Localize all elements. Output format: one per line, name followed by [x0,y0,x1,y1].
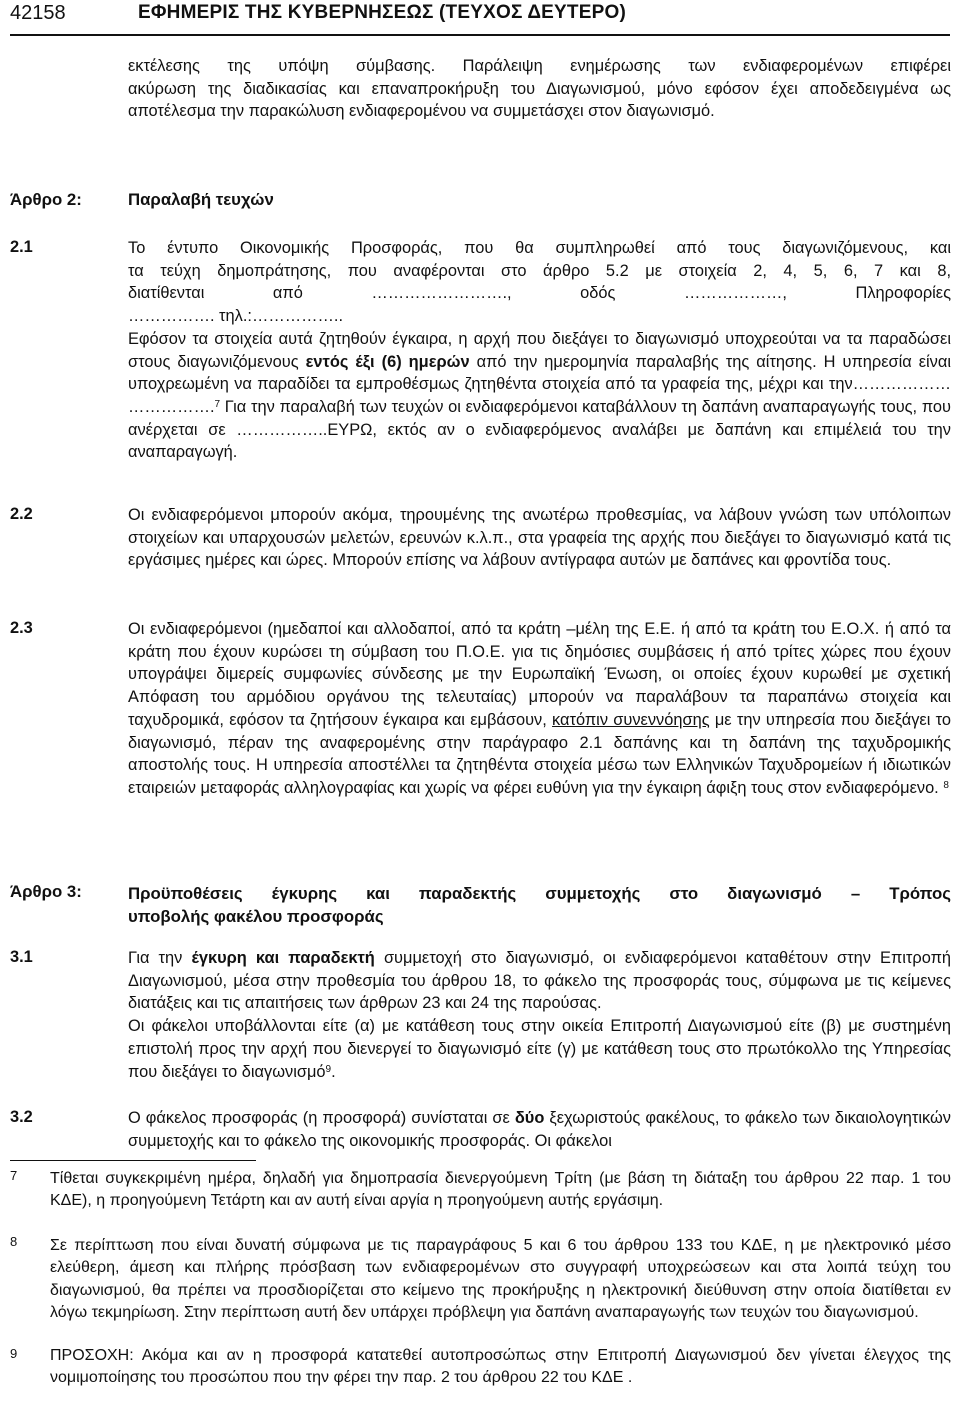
footnote-7: Τίθεται συγκεκριμένη ημέρα, δηλαδή για δημοπρασία διενεργούμενη Τρίτη (με βάση τη διάταξη του άρθρου 22 παρ. 1 του ΚΔΕ), η προηγούμενη Τετάρτη και αν αυτή είναι αργία η προηγούμενη αυτής εργάσιμη. [50,1170,951,1210]
s21-line-2: τα τεύχη δημοπράτησης, που αναφέρονται στο άρθρο 5.2 με στοιχεία 2, 4, 5, 6, 7 και 8, [128,261,951,280]
intro-rest: ακύρωση της διαδικασίας και επαναπροκήρυξη του Διαγωνισμού, μόνο εφόσον έχει αποδεδειγμένα ως αποτέλεσμα την παρακώλυση ενδιαφερομένου να συμμετάσχει στον διαγωνισμό. [128,79,951,121]
s21-p2-text-d: Για την παραλαβή των τευχών οι ενδιαφερόμενοι καταβάλλουν τη δαπάνη αναπαραγωγής τους, που ανέρχεται σε ……………..ΕΥΡΩ, εκτός αν ο ενδιαφερόμενος αναλάβει με δαπάνη και επιμέλειά του την αναπαραγωγή. [128,397,951,462]
s31-p2-end: . [331,1062,336,1081]
article-3-label: Άρθρο 3: [10,882,82,901]
footnote-ref-9[interactable]: 9 [325,1063,332,1075]
s21-paragraph-2 [128,328,951,464]
s23-text-a: Οι ενδιαφερόμενοι (ημεδαποί και αλλοδαποί, από τα κράτη –μέλη της Ε.Ε. ή από τα κράτη του Ε.Ο.Χ. ή από τα κράτη που έχουν κυρώσει τη σύμβαση του Π.Ο.Ε. για τις δημόσιες συμβάσεις ή από τρίτες χώρες που έχουν υπογράψει διμερείς συμφωνίες σύνδεσης με την Ευρωπαϊκή Ένωση, οι οποίες έχουν κυρωθεί με σχετική Απόφαση του αρμόδιου οργάνου της τελευταίας) μπορούν να παραλάβουν τα παραπάνω στοιχεία και ταχυδρομικά, εφόσον τα ζητήσουν έγκαιρα και εμβάσουν, [128,620,951,729]
s23-text [128,618,951,800]
header-rule [10,34,950,36]
section-2-1 [128,237,951,464]
article-2-title: Παραλαβή τευχών [128,190,274,209]
intro-paragraph [128,55,951,123]
s31-p2-text: Οι φάκελοι υποβάλλονται είτε (α) με κατάθεση τους στην οικεία Επιτροπή Διαγωνισμού είτε (β) με συστημένη επιστολή προς την αρχή που διενεργεί το διαγωνισμό είτε (γ) με κατάθεση τους στο πρωτόκολλο της Υπηρεσίας που διεξάγει το διαγωνισμό [128,1017,951,1081]
s32-bold: δύο [514,1109,545,1127]
section-3-2-number: 3.2 [10,1108,33,1126]
s32-text [128,1107,951,1152]
s32-text-b: ξεχωριστούς φακέλους, το φάκελο των δικαιολογητικών συμμετοχής και το φάκελο της οικονομικής προσφοράς. Οι φάκελοι [128,1109,951,1150]
section-2-1-number: 2.1 [10,238,33,256]
footnote-separator [10,1160,256,1161]
section-2-3 [128,618,951,800]
s21-line-3: διατίθενται από ……………………., οδός ………………, Πληροφορίες [128,284,951,303]
s21-p2-dots: ……………. [128,397,215,416]
s22-text: Οι ενδιαφερόμενοι μπορούν ακόμα, τηρουμένης της ανωτέρω προθεσμίας, να λάβουν γνώση των υπόλοιπων στοιχείων και υπαρχουσών μελετών, ερευνών κ.λ.π., στα γραφεία της αρχής που διεξάγει το διαγωνισμό κατά τις εργάσιμες ημέρες και ώρες. Μπορούν επίσης να λάβουν αντίγραφα αυτών με δαπάνες και φροντίδα τους. [128,506,951,570]
s21-line-4: ……………. τηλ.:…………….. [128,307,344,326]
footnote-ref-8[interactable]: 8 [943,779,949,791]
article-2-label: Άρθρο 2: [10,190,82,209]
section-2-3-number: 2.3 [10,619,33,637]
s21-p2-text-b: από την ημερομηνία παραλαβής της αίτησης. Η υπηρεσία είναι υποχρεωμένη να παραδίδει τα εμπροθέσμως ζητηθέντα στοιχεία από τα γραφεία της, μέχρι και την……………… [128,352,951,394]
section-3-2 [128,1107,951,1152]
s31-text-a: Για την [128,949,192,967]
s21-p2-deadline: εντός έξι (6) ημερών [305,352,470,371]
article-3-title-line-2: υποβολής φακέλου προσφοράς [128,907,384,926]
section-2-2 [128,504,951,572]
s23-underlined: κατόπιν συνεννόησης [552,710,710,729]
section-2-2-number: 2.2 [10,505,33,523]
intro-line-1: εκτέλεσης της υπόψη σύμβασης. Παράλειψη ενημέρωσης των ενδιαφερομένων επιφέρει [128,57,951,75]
footnote-9: ΠΡΟΣΟΧΗ: Ακόμα και αν η προσφορά κατατεθεί αυτοπροσώπως στην Επιτροπή Διαγωνισμού δεν γίνεται έλεγχος της νομιμοποίησης του προσώπου που την φέρει την παρ. 2 του άρθρου 22 του ΚΔΕ . [50,1347,951,1387]
footnote-8: Σε περίπτωση που είναι δυνατή σύμφωνα με τις παραγράφους 5 και 6 του άρθρου 133 του ΚΔΕ, η με ηλεκτρονικό μέσο ελεύθερη, άμεση και πλήρης πρόσβαση των ενδιαφερομένων στο συγγραφή υποχρεώσεων και στα λοιπά τεύχη του διαγωνισμού, θα πρέπει να προσδιορίζεται στο κείμενο της προκήρυξης η ηλεκτρονική διεύθυνση στην οποία διατίθεται εν λόγω τεκμηρίωση. Στην περίπτωση αυτή δεν υπάρχει πρόβλεψη για δαπάνη αναπαραγωγής των τευχών του διαγωνισμού. [50,1237,951,1322]
page-number: 42158 [10,2,66,24]
s31-paragraph-1 [128,947,951,1015]
footnote-ref-7[interactable]: 7 [214,398,221,410]
s32-text-a: Ο φάκελος προσφοράς (η προσφορά) συνίσταται σε [128,1109,515,1127]
article-3-title [128,882,951,928]
footnote-9-number: 9 [10,1346,18,1361]
s31-text-b: συμμετοχή στο διαγωνισμό, οι ενδιαφερόμενοι καταθέτουν στην Επιτροπή Διαγωνισμού, μέσα στην προθεσμία του άρθρου 18, το φάκελο της προσφοράς τους, σύμφωνα με τις κείμενες διατάξεις και τις απαιτήσεις των άρθρων 23 και 24 της παρούσας. [128,949,951,1013]
footnote-7-number: 7 [10,1168,18,1183]
section-3-1-number: 3.1 [10,948,33,966]
gazette-title: ΕΦΗΜΕΡΙΣ ΤΗΣ ΚΥΒΕΡΝΗΣΕΩΣ (ΤΕΥΧΟΣ ΔΕΥΤΕΡΟ) [138,2,626,23]
s23-text-b: με την υπηρεσία που διεξάγει το διαγωνισμό, πέραν της αναφερομένης στην παράγραφο 2.1 δαπάνης και τη δαπάνη της ταχυδρομικής αποστολής τους. Η υπηρεσία αποστέλλει τα ζητηθέντα στοιχεία μέσω των Ελληνικών Ταχυδρομείων ή ιδιωτικών εταιρειών μεταφοράς αλληλογραφίας και χωρίς να φέρει ευθύνη για την έγκαιρη άφιξη τους στον ενδιαφερόμενο. [128,710,951,797]
article-3-title-line-1: Προϋποθέσεις έγκυρης και παραδεκτής συμμετοχής στο διαγωνισμό – Τρόπος [128,884,951,903]
s21-line-1: Το έντυπο Οικονομικής Προσφοράς, που θα συμπληρωθεί από τους διαγωνιζόμενους, και [128,239,951,257]
section-3-1 [128,947,951,1083]
page-header [10,2,950,32]
s21-p2-text-a: Εφόσον τα στοιχεία αυτά ζητηθούν έγκαιρα, η αρχή που διεξάγει το διαγωνισμό υποχρεούται να τα παραδώσει στους διαγωνιζόμενους [128,329,951,371]
s31-bold: έγκυρη και παραδεκτή [191,949,375,967]
footnote-8-number: 8 [10,1234,18,1249]
s31-paragraph-2 [128,1015,951,1083]
